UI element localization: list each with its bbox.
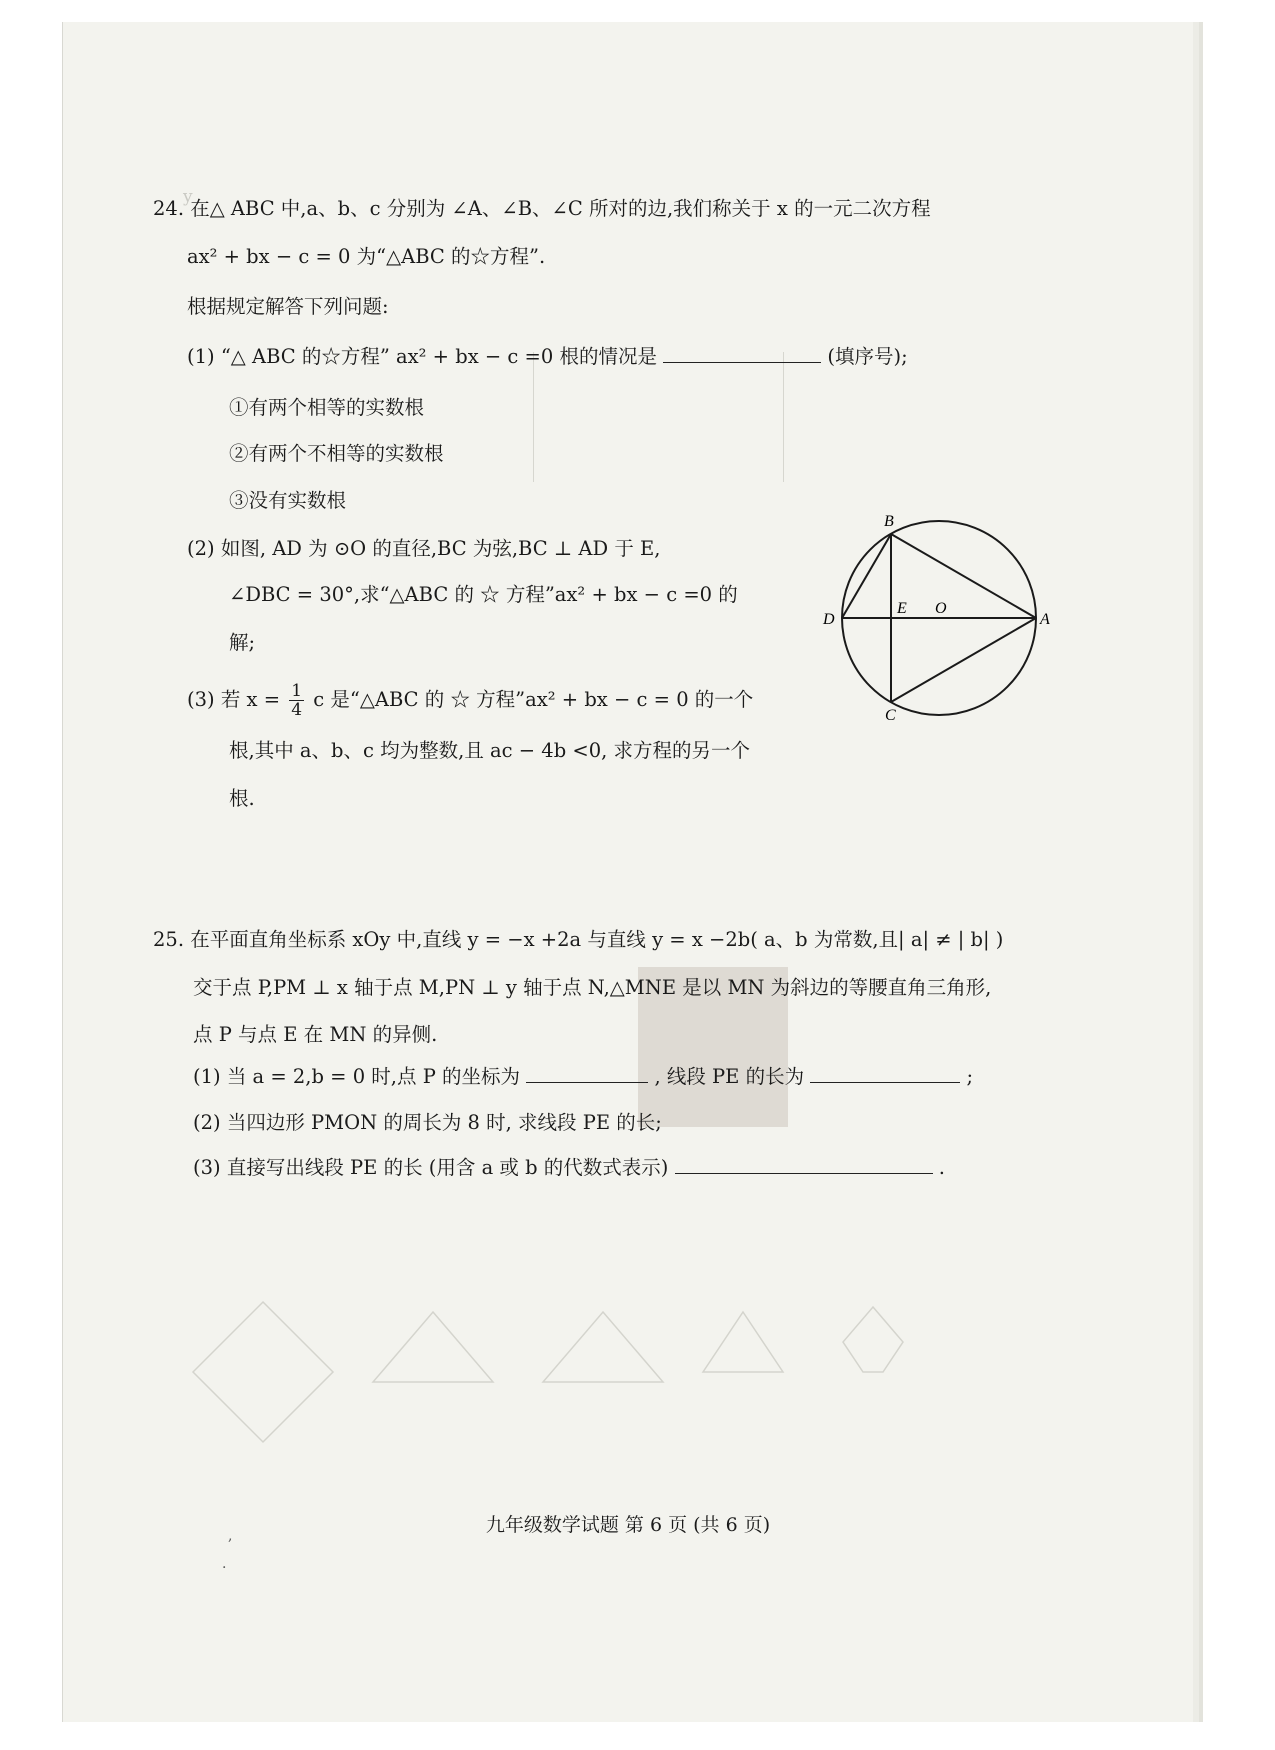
q24-stem: 在△ ABC 中,a、b、c 分别为 ∠A、∠B、∠C 所对的边,我们称关于 x 的一元二次方程 <box>190 197 931 220</box>
q25-line2: 交于点 P,PM ⊥ x 轴于点 M,PN ⊥ y 轴于点 N,△MNE 是以 MN 为斜边的等腰直角三角形, <box>193 976 992 999</box>
q24-part3-line3: 根. <box>229 787 255 810</box>
q24-part1-blank[interactable] <box>663 344 821 363</box>
q24-part1-text: (1) “△ ABC 的☆方程” ax² + bx − c =0 根的情况是 <box>187 345 657 368</box>
q24-line1 <box>153 196 931 222</box>
show-through-text: y <box>183 187 193 207</box>
q24-part1 <box>187 344 908 370</box>
scan-speck: , <box>228 1528 233 1544</box>
q24-option-2: ②有两个不相等的实数根 <box>229 442 444 465</box>
q24-line2: ax² + bx − c = 0 为“△ABC 的☆方程”. <box>187 245 546 268</box>
q24-part1-hint: (填序号); <box>827 345 908 368</box>
q25-part1-text: (1) 当 a = 2,b = 0 时,点 P 的坐标为 <box>193 1065 521 1088</box>
show-through-figures <box>183 1292 983 1472</box>
scan-speck: · <box>222 1560 227 1576</box>
label-d: D <box>823 611 835 628</box>
fraction-one-quarter <box>289 682 304 719</box>
q25-part3-text: (3) 直接写出线段 PE 的长 (用含 a 或 b 的代数式表示) <box>193 1156 669 1179</box>
show-through-line <box>783 352 784 482</box>
q25-part1-text-2: , 线段 PE 的长为 <box>654 1065 805 1088</box>
label-a: A <box>1040 611 1050 628</box>
q24-part2-line1: (2) 如图, AD 为 ⊙O 的直径,BC 为弦,BC ⊥ AD 于 E, <box>187 537 661 560</box>
q25-part1-end: ; <box>966 1065 974 1088</box>
q25-part1 <box>193 1064 973 1090</box>
paper-sheet <box>62 22 1193 1722</box>
label-c: C <box>885 707 896 724</box>
label-b: B <box>884 513 894 530</box>
fraction-numerator: 1 <box>291 681 303 701</box>
q24-number: 24. <box>153 197 185 220</box>
q24-part2-line2: ∠DBC = 30°,求“△ABC 的 ☆ 方程”ax² + bx − c =0 的 <box>229 583 738 606</box>
q25-part2: (2) 当四边形 PMON 的周长为 8 时, 求线段 PE 的长; <box>193 1111 662 1134</box>
q25-stem: 在平面直角坐标系 xOy 中,直线 y = −x +2a 与直线 y = x −2b( a、b 为常数,且| a| ≠ | b| ) <box>190 928 1004 951</box>
q25-part1-blank-length[interactable] <box>810 1064 960 1083</box>
q24-part3-line1 <box>187 682 753 719</box>
q25-line3: 点 P 与点 E 在 MN 的异侧. <box>193 1023 438 1046</box>
q25-line1 <box>153 927 1003 953</box>
fraction-denominator: 4 <box>291 700 303 720</box>
label-e: E <box>897 600 907 617</box>
label-o: O <box>935 600 947 617</box>
segment-bd <box>842 534 891 618</box>
q25-part1-blank-coordinate[interactable] <box>526 1064 648 1083</box>
q25-part3 <box>193 1155 945 1181</box>
q24-part2-line3: 解; <box>229 631 256 654</box>
q24-part3-line2: 根,其中 a、b、c 均为整数,且 ac − 4b <0, 求方程的另一个 <box>229 739 751 762</box>
q24-option-3: ③没有实数根 <box>229 489 347 512</box>
q24-part3-pre: (3) 若 x = <box>187 688 281 711</box>
q24-part3-post: c 是“△ABC 的 ☆ 方程”ax² + bx − c = 0 的一个 <box>313 688 754 711</box>
q24-option-1: ①有两个相等的实数根 <box>229 396 425 419</box>
q24-intro: 根据规定解答下列问题: <box>187 295 389 318</box>
q24-circle-figure <box>811 510 1061 740</box>
q25-part3-blank[interactable] <box>675 1155 933 1174</box>
page-footer: 九年级数学试题 第 6 页 (共 6 页) <box>485 1514 771 1536</box>
segment-ac <box>891 618 1036 702</box>
q25-number: 25. <box>153 928 185 951</box>
segment-ab <box>891 534 1036 618</box>
q25-part3-end: . <box>938 1156 945 1179</box>
show-through-line <box>533 352 534 482</box>
